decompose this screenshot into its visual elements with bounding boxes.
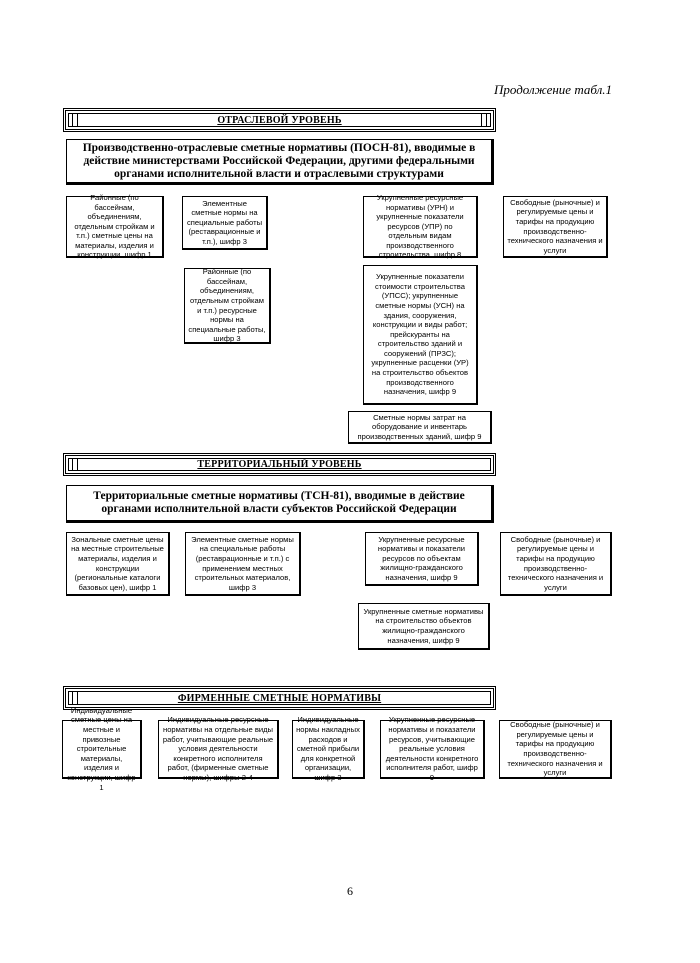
page-number: 6 bbox=[347, 884, 353, 898]
territorial-main-box bbox=[66, 485, 494, 523]
industry-free-prices-box: Свободные (рыночные) и регулируемые цены и тарифы на продукцию производственно-технического назначения и услуги bbox=[503, 196, 608, 258]
company-free-prices-box: Свободные (рыночные) и регулируемые цены и тарифы на продукцию производственно-технического назначения и услуги bbox=[499, 720, 612, 779]
company-individual-resource-box: Индивидуальные ресурсные нормативы на отдельные виды работ, учитывающие реальные условия деятельности конкретного исполнителя работ, (фирменные сметные нормы), шифры 2-4 bbox=[158, 720, 279, 779]
territorial-free-prices-box: Свободные (рыночные) и регулируемые цены и тарифы на продукцию производственно-технического назначения и услуги bbox=[500, 532, 612, 596]
territorial-level-label: ТЕРРИТОРИАЛЬНЫЙ УРОВЕНЬ bbox=[197, 459, 362, 470]
industry-main-box bbox=[66, 139, 494, 185]
industry-main-title: Производственно-отраслевые сметные нормативы (ПОСН-81), вводимые в действие министерствами Российской Федерации, другими федеральными органами исполнительной власти и отраслевыми структурами bbox=[82, 141, 476, 180]
industry-aggregated-resource-box: Укрупненные ресурсные нормативы (УРН) и укрупненные показатели ресурсов (УПР) по отдельным видам производственного строительства, шифр 8 bbox=[363, 196, 478, 258]
company-overhead-norms-box: Индивидуальные нормы накладных расходов и сметной прибыли для конкретной организации, шифр 3 bbox=[292, 720, 365, 779]
territorial-elementary-norms-box: Элементные сметные нормы на специальные работы (реставрационные и т.п.) с применением местных строительных материалов, шифр 3 bbox=[185, 532, 301, 596]
company-individual-prices-box: Индивидуальные сметные цены на местные и привозные строительные материалы, изделия и конструкции, шифр 1 bbox=[62, 720, 142, 779]
territorial-aggregated-construction-box: Укрупненные сметные нормативы на строительство объектов жилищно-гражданского назначения, шифр 9 bbox=[358, 603, 490, 650]
company-aggregated-resource-box: Укрупненные ресурсные нормативы и показатели ресурсов, учитывающие реальные условия деятельности конкретного исполнителя работ, шифр 9 bbox=[380, 720, 485, 779]
industry-regional-resource-box: Районные (по бассейнам, объединениям, отдельным стройкам и т.п.) ресурсные нормы на специальные работы, шифр 3 bbox=[184, 268, 271, 344]
industry-elementary-norms-box: Элементные сметные нормы на специальные работы (реставрационные и т.п.), шифр 3 bbox=[182, 196, 268, 250]
industry-regional-prices-box: Районные (по бассейнам, объединениям, отдельным стройкам и т.п.) сметные цены на материалы, изделия и конструкции, шифр 1 bbox=[66, 196, 164, 258]
industry-aggregated-cost-box: Укрупненные показатели стоимости строительства (УПСС); укрупненные сметные нормы (УСН) на здания, сооружения, конструкции и виды работ; прейскуранты на строительство зданий и сооружений (ПРЗС); укрупненные расценки (УР) на строительство объектов производственного назначения, шифр 9 bbox=[363, 265, 478, 405]
territorial-aggregated-resource-box: Укрупненные ресурсные нормативы и показатели ресурсов по объектам жилищно-гражданского назначения, шифр 9 bbox=[365, 532, 479, 586]
company-norms-label: ФИРМЕННЫЕ СМЕТНЫЕ НОРМАТИВЫ bbox=[177, 692, 382, 704]
industry-level-label: ОТРАСЛЕВОЙ УРОВЕНЬ bbox=[217, 114, 342, 126]
territorial-main-title: Территориальные сметные нормативы (ТСН-81), вводимые в действие органами исполнительной власти субъектов Российской Федерации bbox=[93, 490, 465, 515]
territorial-zonal-prices-box: Зональные сметные цены на местные строительные материалы, изделия и конструкции (региональные каталоги базовых цен), шифр 1 bbox=[66, 532, 170, 596]
industry-equipment-norms-box: Сметные нормы затрат на оборудование и инвентарь производственных зданий, шифр 9 bbox=[348, 411, 492, 444]
territorial-level-banner bbox=[63, 453, 496, 476]
industry-level-banner bbox=[63, 108, 496, 132]
continuation-label: Продолжение табл.1 bbox=[494, 82, 612, 97]
